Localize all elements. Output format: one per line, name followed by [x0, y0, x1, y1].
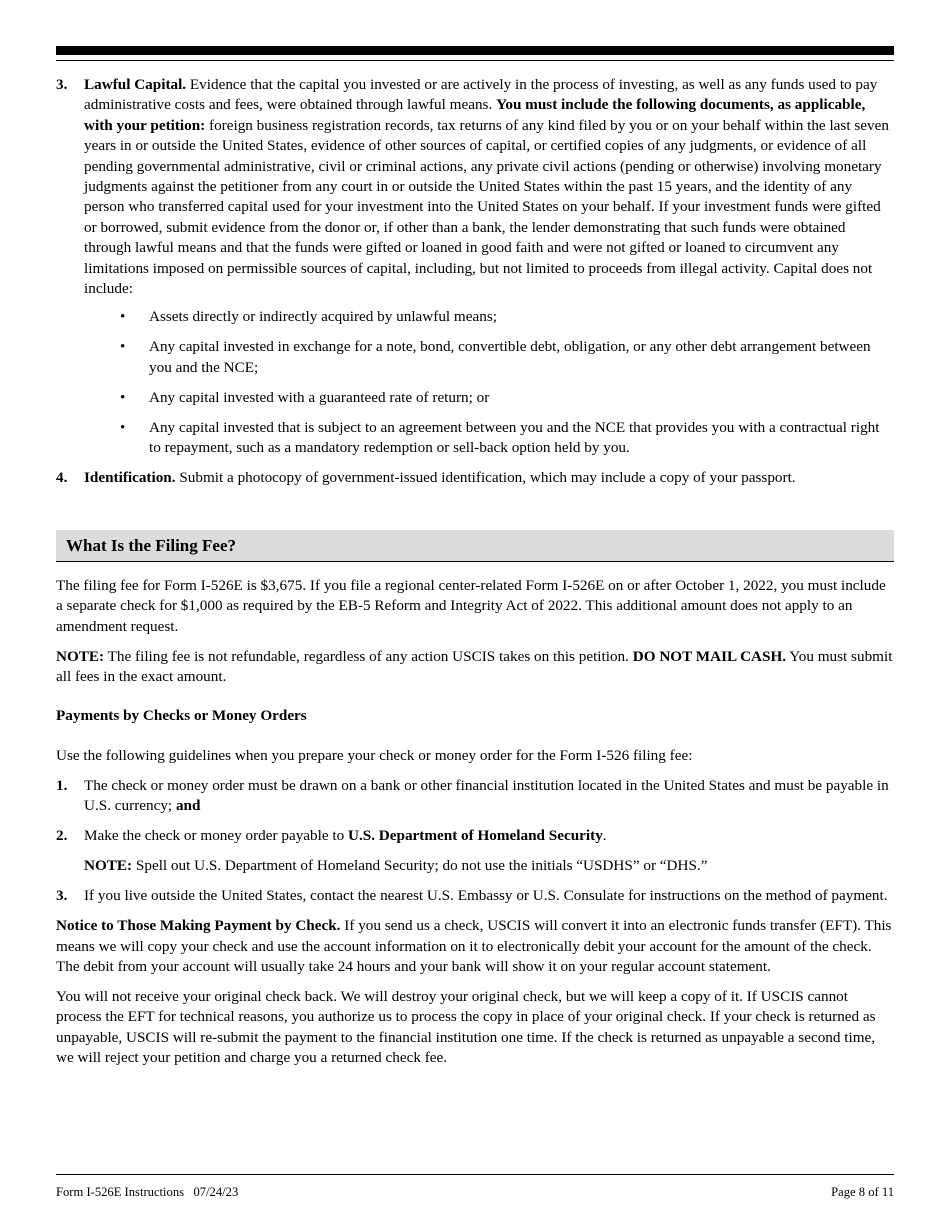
check-payment-notice	[56, 916, 894, 977]
item-number: 2.	[56, 827, 68, 845]
top-rule-thick	[56, 46, 894, 55]
note-text: The filing fee is not refundable, regardless of any action USCIS takes on this petition.	[104, 647, 633, 665]
bullet-icon: •	[120, 418, 126, 436]
payments-heading-text: Payments by Checks or Money Orders	[56, 707, 307, 725]
guideline-3	[56, 886, 894, 906]
list-item	[120, 418, 894, 459]
item-text: The check or money order must be drawn on a bank or other financial institution located in the United States and must be payable in U.S. currency;	[84, 776, 889, 815]
item-text: Submit a photocopy of government-issued identification, which may include a copy of your passport.	[175, 469, 796, 487]
guidelines-intro: Use the following guidelines when you prepare your check or money order for the Form I-526 filing fee:	[56, 746, 693, 764]
bullet-icon: •	[120, 308, 126, 326]
list-item	[120, 307, 894, 327]
notice-label: Notice to Those Making Payment by Check.	[56, 917, 341, 935]
item-number: 3.	[56, 76, 68, 93]
item-text: Make the check or money order payable to	[84, 827, 348, 845]
item-text-end: .	[602, 827, 607, 845]
guideline-1	[56, 776, 894, 817]
note-text: Spell out U.S. Department of Homeland Security; do not use the initials “USDHS” or “DHS.”	[132, 857, 708, 875]
item-text: If you live outside the United States, contact the nearest U.S. Embassy or U.S. Consulate for instructions on the method of payment.	[84, 887, 888, 905]
payments-heading	[56, 706, 894, 726]
item-title: Lawful Capital.	[84, 76, 187, 93]
note-label: NOTE:	[56, 647, 105, 665]
item-text: foreign business registration records, tax returns of any kind filed by you or on your behalf within the last seven years in or outside the United States, evidence of other sources of capital, or certified copies of any judgments, or evidence of all pending governmental administrative, civil or criminal actions, any private civil actions (pending or otherwise) involving monetary judgments against the petitioner from any court in or outside the United States within the past 15 years, and the identity of any person who transferred capital used for your investment into the United States on your behalf. If your investment funds were gifted or borrowed, submit evidence from the donor or, if other than a bank, the lender demonstrating that such funds were obtained through lawful means and that the funds were gifted or loaned in good faith and were not gifted or loaned to circumvent any limitations imposed on permissible sources of capital, including, but not limited to proceeds from illegal activity. Capital does not include:	[84, 116, 889, 298]
bullet-icon: •	[120, 338, 126, 356]
fee-note	[56, 647, 894, 688]
bullet-text: Any capital invested in exchange for a note, bond, convertible debt, obligation, or any other debt arrangement between you and the NCE;	[149, 338, 871, 376]
bullet-text: Any capital invested with a guaranteed rate of return; or	[149, 388, 490, 406]
notice-text: If you send us a check, USCIS will convert it into an electronic funds transfer (EFT). This means we will copy your check and use the account information on it to electronically debit your account for the amount of the check. The debit from your account will usually take 24 hours and your bank will show it on your regular account statement.	[56, 917, 892, 975]
form-id: Form I-526E Instructions 07/24/23	[56, 1185, 239, 1199]
list-item	[120, 337, 894, 378]
filing-fee-section-header	[56, 530, 894, 562]
section-title: What Is the Filing Fee?	[66, 535, 236, 555]
filing-fee-paragraph: The filing fee for Form I-526E is $3,675. If you file a regional center-related Form I-526E on or after October 1, 2022, you must include a separate check for $1,000 as required by the EB-5 Reform and Integrity Act of 2022. This additional amount does not apply to an amendment request.	[56, 576, 886, 635]
item-bold-text: and	[175, 797, 201, 815]
note-bold: DO NOT MAIL CASH.	[632, 647, 787, 665]
capital-exclusions-list	[56, 307, 894, 458]
guideline-2-note	[84, 856, 894, 876]
page-content	[56, 46, 894, 1069]
identification-item	[56, 468, 894, 488]
item-bold-text: You must include the following documents, as applicable, with your petition:	[84, 96, 866, 134]
page-footer	[56, 1174, 894, 1200]
item-number: 4.	[56, 469, 68, 487]
bullet-text: Any capital invested that is subject to an agreement between you and the NCE that provides you with a contractual right to repayment, such as a mandatory redemption or sell-back option held by you.	[149, 418, 880, 457]
item-number: 3.	[56, 887, 68, 905]
original-check-paragraph: You will not receive your original check back. We will destroy your original check, but we will keep a copy of it. If USCIS cannot process the EFT for technical reasons, you authorize us to process the copy in place of your original check. If your check is returned as unpayable, USCIS will re-submit the payment to the financial institution one time. If the check is returned as unpayable a second time, we will reject your petition and charge you a returned check fee.	[56, 987, 876, 1067]
bullet-icon: •	[120, 388, 126, 406]
note-label: NOTE:	[84, 857, 133, 875]
lawful-capital-item	[56, 75, 894, 299]
item-number: 1.	[56, 776, 68, 794]
note-text: You must submit all fees in the exact amount.	[56, 647, 893, 685]
bullet-text: Assets directly or indirectly acquired by unlawful means;	[149, 308, 497, 326]
item-title: Identification.	[84, 469, 176, 487]
guideline-2	[56, 826, 894, 876]
list-item	[120, 388, 894, 408]
top-rule-thin	[56, 60, 894, 61]
item-text: Evidence that the capital you invested or are actively in the process of investing, as well as any funds used to pay administrative costs and fees, were obtained through lawful means.	[84, 76, 878, 114]
page-number: Page 8 of 11	[831, 1185, 894, 1199]
item-bold-text: U.S. Department of Homeland Security	[348, 827, 603, 845]
